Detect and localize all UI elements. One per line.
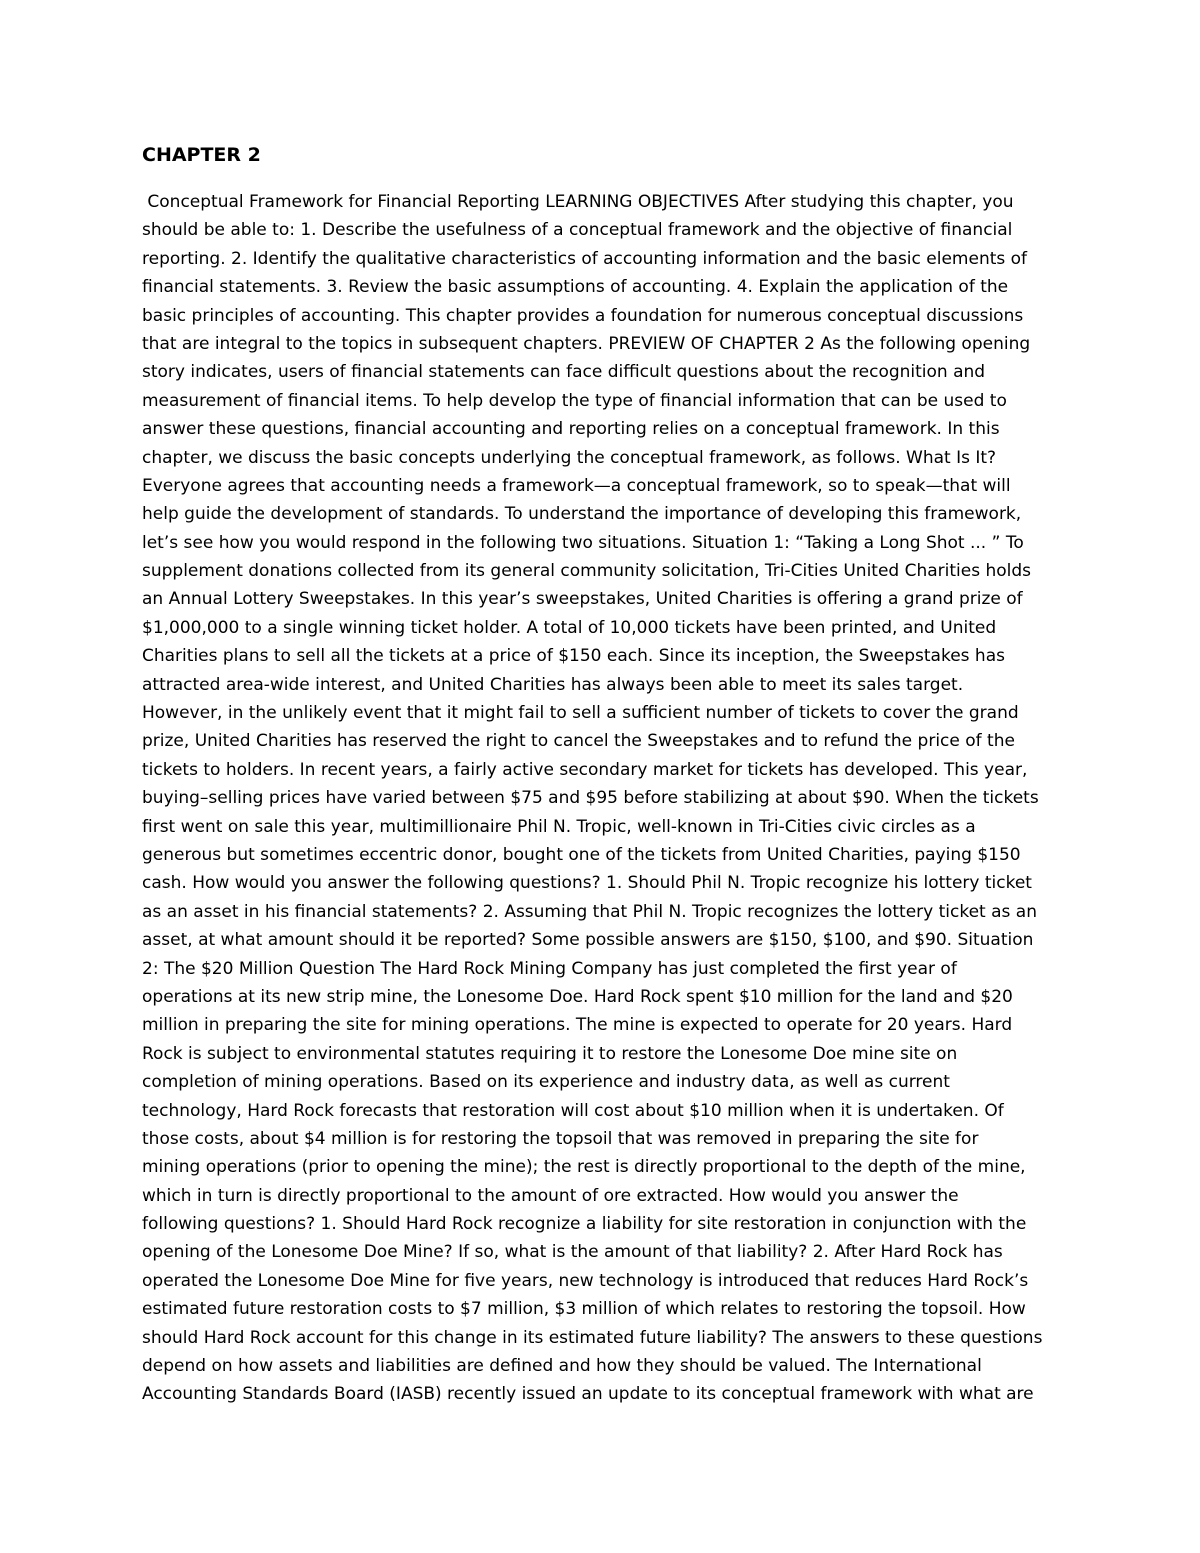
text-line: tickets to holders. In recent years, a fairly active secondary market for tickets has developed. This year, [142,759,1028,780]
text-line: opening of the Lonesome Doe Mine? If so, what is the amount of that liability? 2. After Hard Rock has [142,1242,1003,1263]
text-line: as an asset in his financial statements? 2. Assuming that Phil N. Tropic recognizes the lottery ticket as an [142,901,1037,922]
text-line: generous but sometimes eccentric donor, bought one of the tickets from United Charities, paying $150 [142,844,1021,865]
text-line: help guide the development of standards. To understand the importance of developing this framework, [142,504,1022,525]
text-line: Conceptual Framework for Financial Reporting LEARNING OBJECTIVES After studying this chapter, you [142,192,1014,212]
text-line: $1,000,000 to a single winning ticket holder. A total of 10,000 tickets have been printed, and United [142,617,997,638]
text-line: story indicates, users of financial statements can face difficult questions about the recognition and [142,362,986,383]
text-line: should Hard Rock account for this change in its estimated future liability? The answers to these questions [142,1327,1043,1348]
text-line: operated the Lonesome Doe Mine for five years, new technology is introduced that reduces Hard Rock’s [142,1270,1029,1291]
text-line: asset, at what amount should it be reported? Some possible answers are $150, $100, and $90. Situation [142,930,1034,951]
body-text [142,188,1060,1409]
text-line: reporting. 2. Identify the qualitative characteristics of accounting information and the basic elements of [142,248,1028,269]
text-line: basic principles of accounting. This chapter provides a foundation for numerous conceptual discussions [142,305,1024,326]
text-line: financial statements. 3. Review the basic assumptions of accounting. 4. Explain the application of the [142,277,1009,298]
text-line: Rock is subject to environmental statutes requiring it to restore the Lonesome Doe mine site on [142,1043,958,1064]
text-line: attracted area-wide interest, and United Charities has always been able to meet its sales target. [142,674,964,695]
text-line: million in preparing the site for mining operations. The mine is expected to operate for 20 years. Hard [142,1015,1013,1036]
text-line: should be able to: 1. Describe the usefulness of a conceptual framework and the objective of financial [142,220,1013,241]
text-line: Accounting Standards Board (IASB) recently issued an update to its conceptual framework with what are [142,1384,1034,1405]
text-line: depend on how assets and liabilities are defined and how they should be valued. The International [142,1356,982,1377]
text-line: However, in the unlikely event that it might fail to sell a sufficient number of tickets to cover the grand [142,703,1019,724]
text-line: cash. How would you answer the following questions? 1. Should Phil N. Tropic recognize his lottery ticket [142,873,1032,894]
text-line: first went on sale this year, multimillionaire Phil N. Tropic, well-known in Tri-Cities civic circles as a [142,816,976,837]
text-line: let’s see how you would respond in the following two situations. Situation 1: “Taking a Long Shot ... ” To [142,532,1024,553]
chapter-heading: CHAPTER 2 [142,144,261,166]
text-line: prize, United Charities has reserved the right to cancel the Sweepstakes and to refund the price of the [142,731,1015,752]
text-line: technology, Hard Rock forecasts that restoration will cost about $10 million when it is undertaken. Of [142,1100,1004,1121]
text-line: that are integral to the topics in subsequent chapters. PREVIEW OF CHAPTER 2 As the following opening [142,333,1031,354]
text-line: 2: The $20 Million Question The Hard Rock Mining Company has just completed the first year of [142,958,957,979]
text-line: chapter, we discuss the basic concepts underlying the conceptual framework, as follows. What Is It? [142,447,997,468]
text-line: operations at its new strip mine, the Lonesome Doe. Hard Rock spent $10 million for the land and $20 [142,986,1013,1007]
text-line: Everyone agrees that accounting needs a framework—a conceptual framework, so to speak—that will [142,475,1011,496]
text-line: measurement of financial items. To help develop the type of financial information that can be used to [142,390,1007,411]
text-line: mining operations (prior to opening the mine); the rest is directly proportional to the depth of the mine, [142,1157,1026,1178]
text-line: following questions? 1. Should Hard Rock recognize a liability for site restoration in conjunction with the [142,1214,1027,1235]
text-line: estimated future restoration costs to $7 million, $3 million of which relates to restoring the topsoil. How [142,1299,1026,1320]
text-line: supplement donations collected from its general community solicitation, Tri-Cities United Charities holds [142,561,1032,582]
text-line: an Annual Lottery Sweepstakes. In this year’s sweepstakes, United Charities is offering a grand prize of [142,589,1023,610]
text-line: completion of mining operations. Based on its experience and industry data, as well as current [142,1072,950,1093]
text-line: which in turn is directly proportional to the amount of ore extracted. How would you answer the [142,1185,959,1206]
text-line: Charities plans to sell all the tickets at a price of $150 each. Since its inception, the Sweepstakes has [142,646,1005,667]
text-line: buying–selling prices have varied between $75 and $95 before stabilizing at about $90. When the tickets [142,788,1039,809]
text-line: those costs, about $4 million is for restoring the topsoil that was removed in preparing the site for [142,1128,979,1149]
text-line: answer these questions, financial accounting and reporting relies on a conceptual framework. In this [142,419,1000,440]
